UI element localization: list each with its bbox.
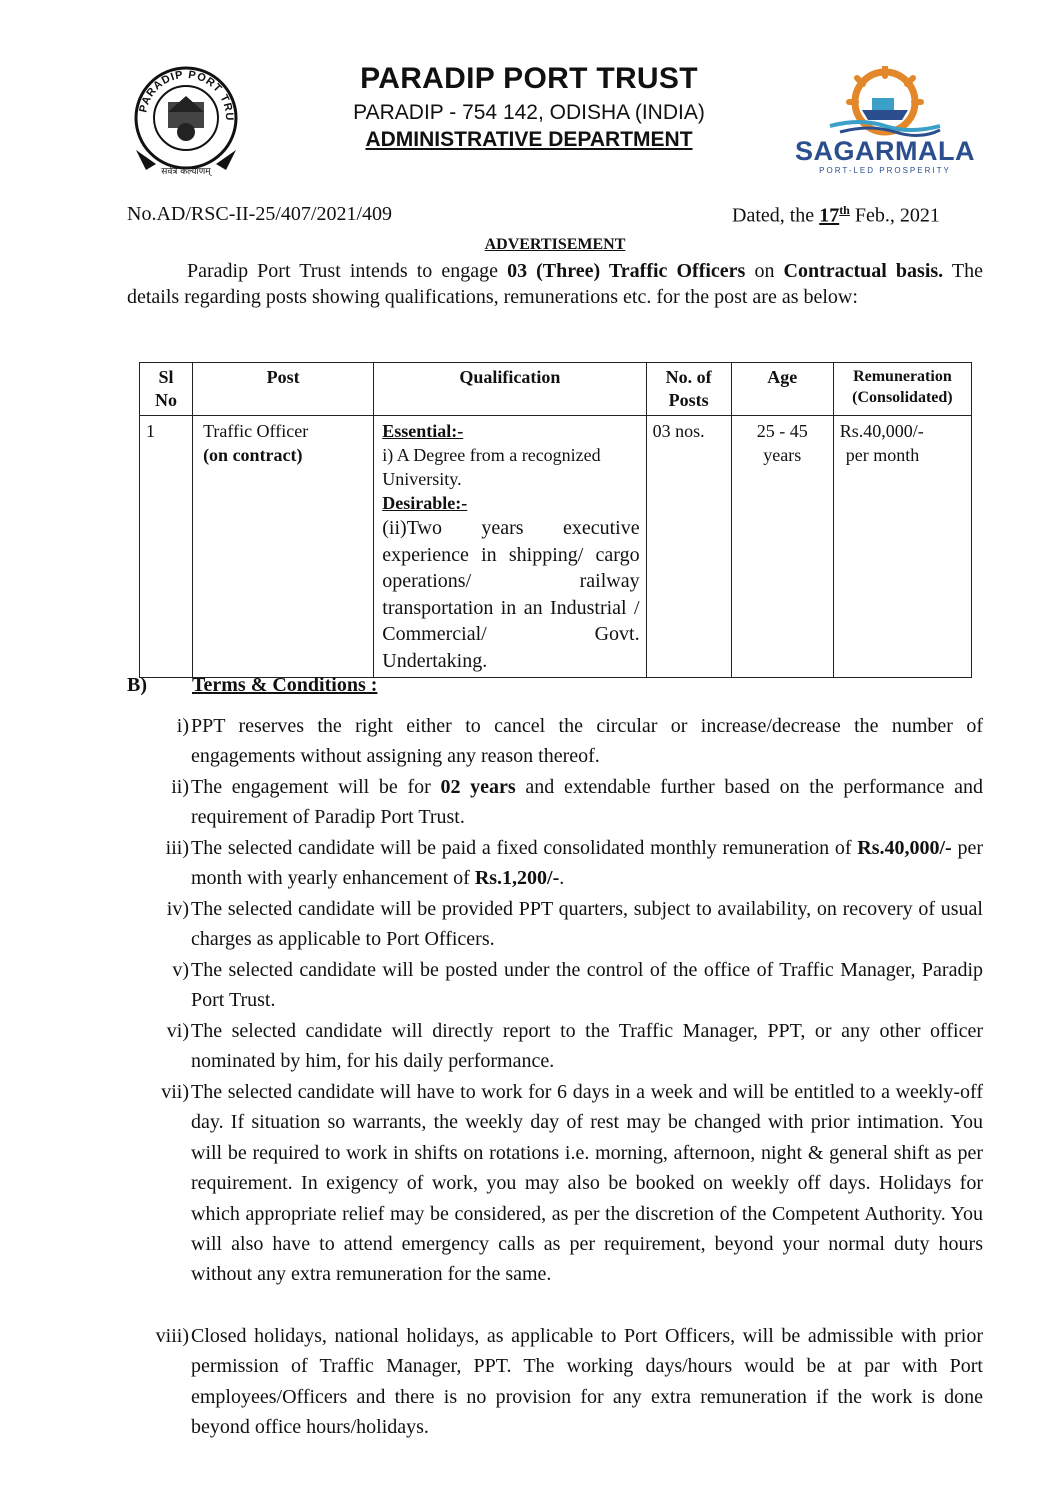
sagarmala-wordmark: SAGARMALA [795,136,975,166]
header-age: Age [731,363,833,416]
age-range: 25 - 45 [756,421,808,441]
term-text: The selected candidate will have to work for 6 days in a week and will be entitled to a weekly-off day. If situation so warrants, the weekly day of rest may be changed with prior intimation. You will be required to work in shifts on rotations i.e. morning, afternoon, night & general shift as per requirement. In exigency of work, you may also be booked on weekly off days. Holidays for which appropriate relief may be considered, as per the discretion of the Competent Authority. You will also have to attend emergency calls as per requirement, beyond your normal duty hours without any extra remuneration for the same. [191,1081,983,1286]
term-item [127,894,983,955]
term-number: vi) [166,1020,189,1042]
term-number: iii) [165,837,189,859]
advertisement-title: ADVERTISEMENT [484,236,626,253]
cell-age [731,416,833,678]
department-name: ADMINISTRATIVE DEPARTMENT [365,128,693,151]
header-qualification: Qualification [374,363,646,416]
dated-line: Dated, the 17th Feb., 2021 [732,203,940,227]
svg-text:PARADIP PORT TRUST: PARADIP PORT TRU [137,68,236,122]
header-no-of-posts: No. of Posts [646,363,731,416]
term-item [127,1016,983,1077]
cell-post [193,416,374,678]
terms-title: Terms & Conditions : [192,674,378,696]
term-text: The selected candidate will be posted under the control of the office of Traffic Manager, Paradip Port Trust. [191,959,983,1012]
term-item [127,711,983,772]
post-type: (on contract) [203,445,303,465]
table-row [140,416,972,678]
term-number: vii) [161,1081,189,1103]
cell-sl: 1 [140,416,193,678]
term-item [127,955,983,1016]
term-text: The selected candidate will directly report to the Traffic Manager, PPT, or any other officer nominated by him, for his daily performance. [191,1020,983,1073]
term-number: i) [176,715,189,737]
term-number: iv) [166,898,189,920]
term-item [127,1077,983,1290]
section-letter: B) [127,674,147,696]
header-remuneration: Remuneration (Consolidated) [833,363,971,416]
term-text: PPT reserves the right either to cancel the circular or increase/decrease the number of engagements without assigning any reason thereof. [191,715,983,768]
sagarmala-logo [790,66,980,176]
remuneration-amount: Rs.40,000/- [839,421,924,441]
term-number: ii) [171,776,189,798]
reference-number: No.AD/RSC-II-25/407/2021/409 [127,203,392,225]
header-post: Post [193,363,374,416]
svg-text:सर्वत्र कल्याणम्: सर्वत्र कल्याणम् [161,167,211,177]
term-text: The selected candidate will be provided PPT quarters, subject to availability, on recovery of usual charges as applicable to Port Officers. [191,898,983,951]
essential-label: Essential:- [382,421,464,441]
age-unit: years [763,445,802,465]
cell-remuneration [833,416,971,678]
cell-qualification [374,416,646,678]
term-item [127,833,983,894]
cell-no-of-posts: 03 nos. [646,416,731,678]
desirable-text: (ii)Two years executive experience in shipping/ cargo operations/ railway transportation in an Industrial / Commercial/ Govt. Undertaking. [382,517,640,672]
posts-table [139,362,972,678]
term-number: viii) [155,1325,189,1347]
header-sl-no: Sl No [140,363,193,416]
term-text: The selected candidate will be paid a fixed consolidated monthly remuneration of Rs.40,000/- per month with yearly enhancement of Rs.1,200/-. [191,837,983,890]
org-name: PARADIP PORT TRUST [360,62,698,95]
org-address: PARADIP - 754 142, ODISHA (INDIA) [353,101,705,124]
term-number: v) [172,959,189,981]
term-text: Closed holidays, national holidays, as applicable to Port Officers, will be admissible with prior permission of Traffic Manager, PPT. The working days/hours would be at par with Port employees/Officers and there is no provision for any extra remuneration if the work is done beyond office hours/holidays. [191,1325,983,1439]
sagarmala-tagline: PORT-LED PROSPERITY [819,166,951,175]
term-text: The engagement will be for 02 years and extendable further based on the performance and requirement of Paradip Port Trust. [191,776,983,829]
table-header-row [140,363,972,416]
post-name: Traffic Officer [203,421,309,441]
remuneration-period: per month [845,445,920,465]
term-item [127,772,983,833]
term-item [127,1321,983,1443]
essential-text: i) A Degree from a recognized University. [382,445,601,489]
intro-paragraph: Paradip Port Trust intends to engage 03 (Three) Traffic Officers on Contractual basis. The details regarding posts showing qualifications, remunerations etc. for the post are as below: [127,260,984,308]
desirable-label: Desirable:- [382,493,468,513]
